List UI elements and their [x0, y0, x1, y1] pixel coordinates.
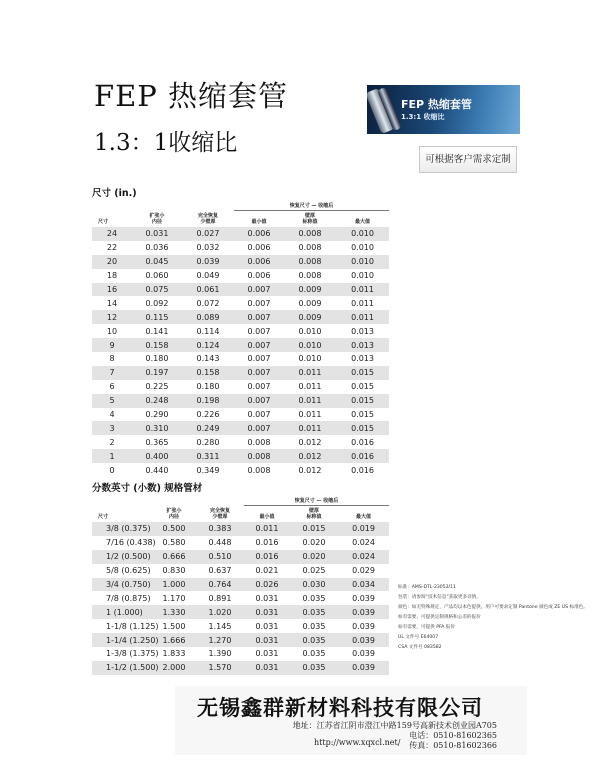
table-row [92, 324, 389, 338]
value-cell: 0.311 [182, 449, 234, 463]
table-row [92, 435, 389, 449]
value-cell: 0.015 [336, 366, 389, 380]
value-cell: 0.011 [284, 394, 336, 408]
value-cell: 0.006 [247, 243, 271, 253]
value-cell: 0.225 [145, 382, 169, 392]
value-cell: 0.036 [145, 243, 169, 253]
value-cell: 1.145 [208, 621, 232, 631]
section-title-fractional: 分数英寸 (小数) 规格管材 [92, 483, 203, 494]
column-header: 壁厚 标称值 [306, 508, 322, 520]
column-header: 壁厚 标称值 [302, 213, 318, 225]
value-cell: 1.270 [196, 633, 244, 647]
value-cell: 0.016 [336, 449, 389, 463]
value-cell: 0.089 [182, 310, 234, 324]
value-cell: 0.027 [182, 227, 234, 241]
custom-order-button[interactable]: 可根据客户需求定制 [419, 146, 517, 173]
table-row [92, 522, 389, 536]
value-cell: 0.029 [352, 566, 375, 576]
value-cell: 0.039 [338, 661, 389, 675]
value-cell: 0.021 [255, 566, 279, 576]
banner-subtitle: 1.3:1 收缩比 [401, 113, 445, 121]
size-cell: 1 (1.000) [92, 605, 152, 619]
value-cell: 0.020 [302, 538, 326, 548]
value-cell: 0.035 [290, 605, 338, 619]
value-cell: 0.039 [338, 633, 389, 647]
value-cell: 0.290 [145, 410, 169, 420]
value-cell: 1.390 [208, 649, 232, 659]
value-cell: 1.020 [196, 605, 244, 619]
value-cell: 0.440 [145, 465, 169, 475]
company-fax: 传真：0510-81602366 [409, 741, 497, 750]
value-cell: 0.039 [182, 255, 234, 269]
value-cell: 0.015 [351, 382, 374, 392]
size-cell: 6 [109, 382, 115, 392]
table-row [92, 647, 389, 661]
value-cell: 0.011 [298, 382, 322, 392]
table-row [92, 661, 389, 675]
size-cell: 3 [92, 421, 132, 435]
value-cell: 0.009 [298, 298, 322, 308]
value-cell: 0.039 [352, 649, 375, 659]
value-cell: 0.008 [247, 465, 271, 475]
column-header: 最小值 [251, 219, 267, 225]
value-cell: 0.249 [182, 421, 234, 435]
value-cell: 0.016 [351, 465, 374, 475]
value-cell: 0.012 [284, 449, 336, 463]
value-cell: 0.060 [145, 271, 169, 281]
page-subtitle: 1.3：1收缩比 [94, 130, 238, 156]
table-row [92, 310, 389, 324]
value-cell: 0.007 [234, 421, 284, 435]
size-cell: 7 [92, 366, 132, 380]
group-header: 恢复尺寸 — 收缩后 [234, 197, 389, 210]
value-cell: 0.031 [244, 633, 290, 647]
value-cell: 0.015 [290, 522, 338, 536]
value-cell: 1.666 [152, 633, 196, 647]
column-header: 扩张小 内径 [166, 508, 182, 520]
value-cell: 0.035 [290, 661, 338, 675]
value-cell: 1.000 [152, 578, 196, 592]
value-cell: 0.011 [284, 366, 336, 380]
table-row [92, 591, 389, 605]
value-cell: 0.115 [132, 310, 182, 324]
value-cell: 0.010 [336, 227, 389, 241]
value-cell: 1.330 [152, 605, 196, 619]
page-title: FEP 热缩套管 [94, 79, 289, 113]
value-cell: 0.035 [290, 633, 338, 647]
value-cell: 0.045 [132, 255, 182, 269]
value-cell: 0.637 [208, 566, 232, 576]
size-cell: 1-1/8 (1.125) [106, 621, 159, 631]
value-cell: 0.012 [298, 465, 322, 475]
value-cell: 0.061 [182, 283, 234, 297]
value-cell: 0.198 [182, 394, 234, 408]
value-cell: 0.008 [284, 255, 336, 269]
column-header: 最大值 [355, 219, 371, 225]
value-cell: 0.009 [284, 310, 336, 324]
size-cell: 1/2 (0.500) [92, 550, 152, 564]
value-cell: 0.011 [351, 298, 374, 308]
value-cell: 0.012 [298, 437, 322, 447]
size-cell: 0 [109, 465, 115, 475]
size-cell: 14 [106, 298, 118, 308]
value-cell: 0.010 [298, 326, 322, 336]
table-row [92, 338, 389, 352]
value-cell: 0.035 [302, 621, 326, 631]
table-row [92, 463, 389, 477]
fractional-spec-table [92, 492, 389, 675]
size-cell: 20 [92, 255, 132, 269]
table-row [92, 633, 389, 647]
value-cell: 0.007 [247, 382, 271, 392]
value-cell: 0.310 [132, 421, 182, 435]
value-cell: 0.049 [196, 271, 220, 281]
value-cell: 0.158 [132, 338, 182, 352]
value-cell: 0.007 [234, 366, 284, 380]
size-cell: 5 [92, 394, 132, 408]
value-cell: 0.030 [290, 578, 338, 592]
value-cell: 0.034 [338, 578, 389, 592]
value-cell: 0.180 [145, 354, 169, 364]
value-cell: 0.039 [338, 605, 389, 619]
value-cell: 1.570 [196, 661, 244, 675]
table-row [92, 449, 389, 463]
table-row [92, 227, 389, 241]
size-cell: 18 [106, 271, 118, 281]
value-cell: 0.031 [255, 621, 279, 631]
size-cell: 2 [109, 437, 115, 447]
size-cell: 22 [106, 243, 118, 253]
company-footer [175, 686, 527, 755]
value-cell: 0.764 [196, 578, 244, 592]
value-cell: 0.031 [244, 661, 290, 675]
value-cell: 0.580 [162, 538, 186, 548]
value-cell: 0.008 [284, 227, 336, 241]
value-cell: 0.025 [302, 566, 326, 576]
size-cell: 3/4 (0.750) [92, 578, 152, 592]
value-cell: 0.007 [234, 338, 284, 352]
column-header: 最小值 [259, 514, 275, 520]
value-cell: 0.365 [145, 437, 169, 447]
value-cell: 0.011 [244, 522, 290, 536]
value-cell: 0.015 [336, 394, 389, 408]
value-cell: 0.197 [132, 366, 182, 380]
note-line: 颜色：如无特殊规定，产品均以本色提供。用户可要求定制 Pantone 颜色或 ZE US 标准色。 [398, 605, 588, 610]
value-cell: 0.039 [352, 621, 375, 631]
size-cell: 10 [106, 326, 118, 336]
value-cell: 0.510 [196, 550, 244, 564]
product-banner-image [367, 85, 520, 134]
value-cell: 0.013 [351, 326, 374, 336]
group-header: 恢复尺寸 — 收缩后 [244, 492, 389, 505]
value-cell: 0.008 [247, 437, 271, 447]
spec-notes [398, 583, 598, 653]
value-cell: 0.007 [247, 298, 271, 308]
company-address: 地址：江苏省江阴市澄江中路159号高新技术创业园A705 [292, 721, 497, 730]
size-cell: 16 [92, 283, 132, 297]
value-cell: 0.008 [298, 271, 322, 281]
company-phone: 电话：0510-81602365 [409, 731, 497, 740]
value-cell: 0.007 [234, 394, 284, 408]
value-cell: 0.011 [336, 283, 389, 297]
value-cell: 2.000 [152, 661, 196, 675]
table-row [92, 578, 389, 592]
value-cell: 0.039 [352, 593, 375, 603]
note-line: 如有需要，可提供 PFA 报价 [398, 625, 455, 630]
value-cell: 0.008 [298, 243, 322, 253]
value-cell: 0.016 [351, 437, 374, 447]
note-line: UL 文件号 E64007 [398, 635, 439, 640]
value-cell: 0.141 [145, 326, 169, 336]
value-cell: 0.006 [234, 255, 284, 269]
value-cell: 0.075 [132, 283, 182, 297]
table-row [92, 352, 389, 366]
value-cell: 0.248 [132, 394, 182, 408]
table-row [92, 380, 389, 394]
value-cell: 0.020 [290, 550, 338, 564]
table-row [92, 408, 389, 422]
value-cell: 0.024 [352, 538, 375, 548]
value-cell: 0.007 [234, 283, 284, 297]
value-cell: 0.008 [234, 449, 284, 463]
table-row [92, 269, 389, 283]
value-cell: 0.011 [336, 310, 389, 324]
size-cell: 4 [109, 410, 115, 420]
value-cell: 0.448 [208, 538, 232, 548]
table-row [92, 564, 389, 578]
value-cell: 0.891 [208, 593, 232, 603]
size-cell: 1-3/8 (1.375) [106, 649, 159, 659]
value-cell: 0.011 [298, 410, 322, 420]
value-cell: 0.010 [351, 243, 374, 253]
value-cell: 0.383 [196, 522, 244, 536]
value-cell: 1.170 [162, 593, 186, 603]
value-cell: 1.500 [162, 621, 186, 631]
table-row [92, 394, 389, 408]
value-cell: 0.010 [336, 255, 389, 269]
value-cell: 0.072 [196, 298, 220, 308]
table-row [92, 296, 389, 310]
value-cell: 0.035 [302, 649, 326, 659]
value-cell: 0.013 [336, 338, 389, 352]
value-cell: 0.007 [247, 410, 271, 420]
value-cell: 0.010 [298, 354, 322, 364]
value-cell: 0.024 [338, 550, 389, 564]
note-line: 标准：AMS-DTL-23053/11 [398, 585, 456, 590]
table-row [92, 421, 389, 435]
value-cell: 0.124 [182, 338, 234, 352]
table-row [92, 619, 389, 633]
value-cell: 0.013 [351, 354, 374, 364]
value-cell: 0.015 [351, 410, 374, 420]
value-cell: 0.092 [145, 298, 169, 308]
size-cell: 8 [109, 354, 115, 364]
column-header: 最大值 [356, 514, 372, 520]
note-line: CSA 文件号 083582 [398, 645, 442, 650]
value-cell: 0.180 [196, 382, 220, 392]
value-cell: 0.143 [196, 354, 220, 364]
value-cell: 0.006 [247, 271, 271, 281]
column-header: 尺寸 [98, 219, 109, 225]
value-cell: 0.666 [152, 550, 196, 564]
table-row [92, 536, 389, 550]
value-cell: 1.833 [162, 649, 186, 659]
value-cell: 0.114 [196, 326, 220, 336]
value-cell: 0.226 [196, 410, 220, 420]
value-cell: 0.031 [255, 649, 279, 659]
value-cell: 0.011 [284, 421, 336, 435]
size-spec-table [92, 197, 389, 477]
table-row [92, 550, 389, 564]
size-cell: 24 [92, 227, 132, 241]
value-cell: 0.009 [284, 283, 336, 297]
table-row [92, 366, 389, 380]
column-header: 完全恢复 少壁厚 [197, 213, 218, 225]
column-header: 完全恢复 少壁厚 [209, 508, 230, 520]
size-cell: 7/16 (0.438) [106, 538, 156, 548]
size-cell: 9 [92, 338, 132, 352]
size-cell: 1 [92, 449, 132, 463]
size-cell: 3/8 (0.375) [92, 522, 152, 536]
table-row [92, 283, 389, 297]
value-cell: 0.026 [244, 578, 290, 592]
column-header: 扩张小 内径 [149, 213, 165, 225]
value-cell: 0.035 [302, 593, 326, 603]
table-row [92, 241, 389, 255]
value-cell: 0.015 [336, 421, 389, 435]
value-cell: 0.349 [196, 465, 220, 475]
table-row [92, 255, 389, 269]
value-cell: 0.400 [132, 449, 182, 463]
value-cell: 0.007 [247, 354, 271, 364]
value-cell: 0.016 [244, 550, 290, 564]
value-cell: 0.007 [247, 326, 271, 336]
size-cell: 7/8 (0.875) [106, 593, 151, 603]
size-cell: 5/8 (0.625) [106, 566, 151, 576]
value-cell: 0.500 [152, 522, 196, 536]
value-cell: 0.280 [196, 437, 220, 447]
size-cell: 1-1/4 (1.250) [92, 633, 152, 647]
section-title-sizes: 尺寸 (in.) [92, 188, 137, 199]
value-cell: 0.016 [255, 538, 279, 548]
value-cell: 0.019 [338, 522, 389, 536]
value-cell: 0.158 [182, 366, 234, 380]
value-cell: 0.007 [234, 310, 284, 324]
banner-title: FEP 热缩套管 [401, 98, 472, 111]
value-cell: 0.006 [234, 227, 284, 241]
value-cell: 0.031 [132, 227, 182, 241]
value-cell: 0.031 [255, 593, 279, 603]
note-line: 包装：请参阅“技术信息”获取更多详情。 [398, 595, 481, 600]
size-cell: 1-1/2 (1.500) [92, 661, 152, 675]
size-cell: 12 [92, 310, 132, 324]
value-cell: 0.032 [196, 243, 220, 253]
value-cell: 0.031 [244, 605, 290, 619]
note-line: 如有需要，可提供定制规格和公差的报价 [398, 615, 481, 620]
column-header: 尺寸 [98, 514, 109, 520]
company-website-link[interactable]: http://www.xqxcl.net/ [314, 738, 401, 747]
value-cell: 0.830 [162, 566, 186, 576]
value-cell: 0.010 [284, 338, 336, 352]
table-row [92, 605, 389, 619]
company-name: 无锡鑫群新材料科技有限公司 [197, 695, 483, 720]
value-cell: 0.010 [351, 271, 374, 281]
